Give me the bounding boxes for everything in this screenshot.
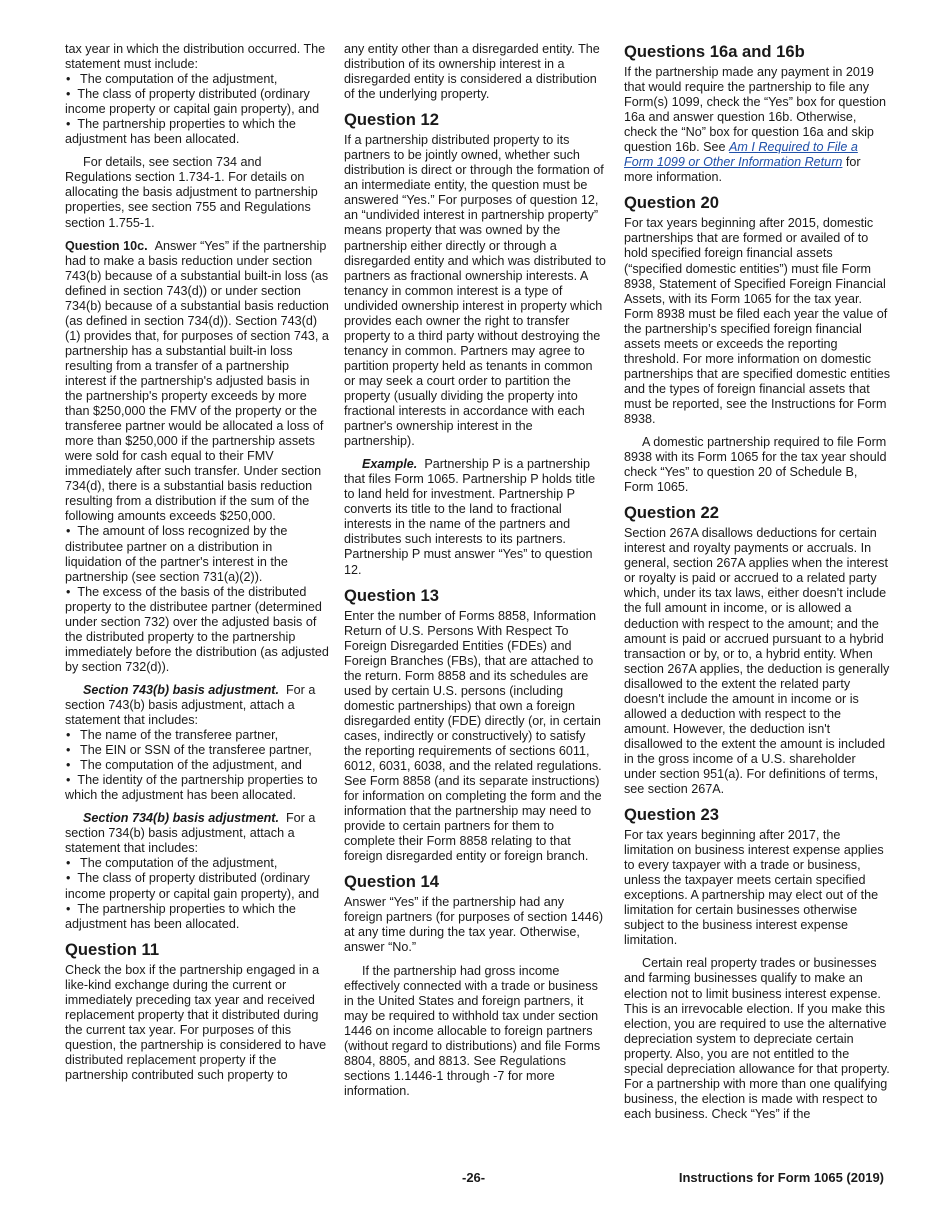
paragraph: tax year in which the distribution occurred. The statement must include: — [65, 42, 326, 72]
paragraph: If the partnership made any payment in 2019 that would require the partnership to file any Form(s) 1099, check the “Yes” box for question 16a and answer question 16b. Otherwise, check the “No” box for question 16a and skip question 16b. See Am I Required to File a Form 1099 or Other Information Return for more information. — [624, 65, 887, 185]
question-20-heading: Question 20 — [624, 193, 719, 213]
question-22-heading: Question 22 — [624, 503, 719, 523]
paragraph: A domestic partnership required to file Form 8938 with its Form 1065 for the tax year should check “Yes” to question 20 of Schedule B, Form 1065. — [624, 435, 887, 495]
bullet-item: • The identity of the partnership properties to which the adjustment has been allocated. — [65, 773, 330, 803]
form-1099-link[interactable]: Am I Required to File a Form 1099 or Other Information Return — [624, 140, 858, 170]
paragraph: Check the box if the partnership engaged in a like-kind exchange during the current or immediately preceding tax year and received replacement property that it distributed during the current tax year. For purposes of this question, the partnership is considered to have distributed replacement property if the partnership contributed such property to — [65, 962, 327, 1082]
question-23-heading: Question 23 — [624, 805, 719, 825]
bullet-item: • The partnership properties to which the adjustment has been allocated. — [65, 117, 330, 147]
paragraph: For tax years beginning after 2017, the limitation on business interest expense applies to every taxpayer with a trade or business, unless the taxpayer meets certain specified exceptions. A partnership may elect out of the limitation for certain businesses otherwise subject to the business interest expense limitation. — [624, 828, 884, 948]
bullet-item: • The excess of the basis of the distributed property to the distributee partner (determined under section 732) over the adjusted basis of the distributed property to the partnership immediately before the distribution (as adjusted by section 732(d)). — [65, 585, 330, 675]
question-14-heading: Question 14 — [344, 872, 439, 892]
document-title: Instructions for Form 1065 (2019) — [678, 1170, 884, 1185]
paragraph: any entity other than a disregarded entity. The distribution of its ownership interest in a disregarded entity is considered a distribution of the underlying property. — [344, 42, 600, 102]
questions-16a-16b-heading: Questions 16a and 16b — [624, 42, 805, 61]
page-number: -26- — [462, 1170, 486, 1185]
paragraph: If a partnership distributed property to its partners to be jointly owned, whether such distribution is direct or through the formation of an intermediate entity, the question must be answered “Yes.” For purposes of question 12, an “undivided interest in partnership property” means property that was owned by the partnership either directly or through a disregarded entity and which was distributed to partners as fractional ownership interests. A tenancy in common interest is a type of undivided ownership interest in property which provides each owner the right to transfer property to a third party without destroying the tenancy in common. Partners may agree to partition property held as tenants in common or may seek a court order to partition the property (usually dividing the property into fractional interests in accordance with each partner's ownership interest in the partnership). — [344, 133, 606, 449]
bullet-item: • The computation of the adjustment, — [65, 72, 330, 87]
paragraph: Certain real property trades or businesses and farming businesses qualify to make an election not to limit business interest expense. This is an irrevocable election. If you make this election, you are required to use the alternative depreciation system to depreciate certain property. Also, you are not entitled to the special depreciation allowance for that property. For a partnership with more than one qualifying business, the election is made with respect to each business. Check “Yes” if the — [624, 956, 890, 1121]
bullet-item: • The class of property distributed (ordinary income property or capital gain property), and — [65, 871, 330, 901]
bullet-item: • The computation of the adjustment, — [65, 856, 330, 871]
paragraph: For tax years beginning after 2015, domestic partnerships that are formed or availed of to hold specified foreign financial assets (“specified domestic entities”) must file Form 8938, Statement of Specified Foreign Financial Assets, with its Form 1065 for the tax year. Form 8938 must be filed each year the value of the partnership’s specified foreign financial assets meets or exceeds the reporting threshold. For more information on domestic partnerships that are specified domestic entities and the types of foreign financial assets that must be reported, see the Instructions for Form 8938. — [624, 216, 891, 426]
bullet-item: • The amount of loss recognized by the distributee partner on a distribution in liquidation of the partner's interest in the partnership (see section 731(a)(2)). — [65, 524, 330, 584]
section-734b-paragraph: Section 734(b) basis adjustment. For a section 734(b) basis adjustment, attach a statement that includes: — [65, 811, 316, 856]
question-11-heading: Question 11 — [65, 939, 160, 959]
bullet-item: • The name of the transferee partner, — [65, 728, 330, 743]
section-743b-paragraph: Section 743(b) basis adjustment. For a section 743(b) basis adjustment, attach a statement that includes: — [65, 682, 316, 728]
example-paragraph: Example. Partnership P is a partnership that files Form 1065. Partnership P holds title to land held for investment. Partnership P converts its title to the land to fractional interests in the name of the partners and distributes such interests to its partners. Partnership P must answer “Yes” to question 12. — [344, 457, 596, 577]
section-743b-label: Section 743(b) basis adjustment. — [83, 682, 279, 697]
paragraph: If the partnership had gross income effectively connected with a trade or business in the United States and foreign partners, it may be required to withhold tax under section 1446 on income allocable to foreign partners (without regard to distributions) and file Forms 8804, 8805, and 8813. See Regulations sections 1.1446-1 through -7 for more information. — [344, 963, 601, 1098]
paragraph: Answer “Yes” if the partnership had any foreign partners (for purposes of section 1446) at any time during the tax year. Otherwise, answer “No.” — [344, 895, 604, 955]
bullet-item: • The EIN or SSN of the transferee partner, — [65, 743, 330, 758]
bullet-item: • The computation of the adjustment, and — [65, 758, 330, 773]
column-left — [65, 42, 330, 1083]
column-right — [624, 42, 890, 1122]
column-middle — [344, 42, 606, 1099]
bullet-item: • The class of property distributed (ordinary income property or capital gain property), and — [65, 87, 330, 117]
example-label: Example. — [362, 457, 418, 472]
bullet-item: • The partnership properties to which the adjustment has been allocated. — [65, 902, 330, 932]
section-734b-label: Section 734(b) basis adjustment. — [83, 811, 279, 826]
question-12-heading: Question 12 — [344, 110, 439, 130]
paragraph: Enter the number of Forms 8858, Information Return of U.S. Persons With Respect To Foreign Disregarded Entities (FDEs) and Foreign Branches (FBs), that are attached to the return. Form 8858 and its schedules are used by certain U.S. persons (including domestic partnerships) that own a foreign disregarded entity (FDE) directly (or, in certain cases, indirectly or constructively) to satisfy the reporting requirements of sections 6011, 6012, 6031, 6038, and the related regulations. See Form 8858 (and its separate instructions) for information on completing the form and the information that the partnership may need to provide to certain partners for them to complete their Form 8858 relating to that foreign disregarded entity or foreign branch. — [344, 608, 602, 864]
question-10c-text: Answer “Yes” if the partnership had to make a basis reduction under section 743(b) because of a substantial built-in loss (as defined in section 743(d)) or under section 734(b) because of a substantial basis reduction (as defined in section 734(d)). Section 743(d)(1) provides that, for purposes of section 743, a partnership has a substantial built-in loss resulting from a transfer of a partnership interest if the partnership's adjusted basis in the partnership's property exceeds by more than $250,000 the FMV of the property or the transferee partner would be allocated a loss of more than $250,000 if the partnership assets were sold for cash equal to their FMV immediately after such transfer. Under section 734(d), there is a substantial basis reduction resulting from a distribution if the sum of the following amounts exceeds $250,000. — [65, 238, 329, 524]
question-10c-paragraph — [65, 239, 330, 525]
paragraph: For details, see section 734 and Regulations section 1.734-1. For details on allocating the basis adjustment to partnership properties, see section 755 and Regulations section 1.755-1. — [65, 155, 318, 230]
question-13-heading: Question 13 — [344, 585, 439, 605]
question-10c-label: Question 10c. — [65, 238, 148, 253]
paragraph: Section 267A disallows deductions for certain interest and royalty payments or accruals. In general, section 267A applies when the interest or royalty is paid or accrued to a related party which, under its tax laws, either doesn't include the full amount in income, or is allowed a deduction with respect to the amount; and the amount is paid or accrued pursuant to a hybrid transaction or by, or to, a hybrid entity. When section 267A applies, the deduction is generally disallowed to the extent the related party doesn't include the amount in income or is allowed a deduction with respect to the amount. However, the deduction isn't disallowed to the extent the amount is included in the gross income of a U.S. shareholder under section 951(a). For definitions of terms, see section 267A. — [624, 526, 890, 797]
